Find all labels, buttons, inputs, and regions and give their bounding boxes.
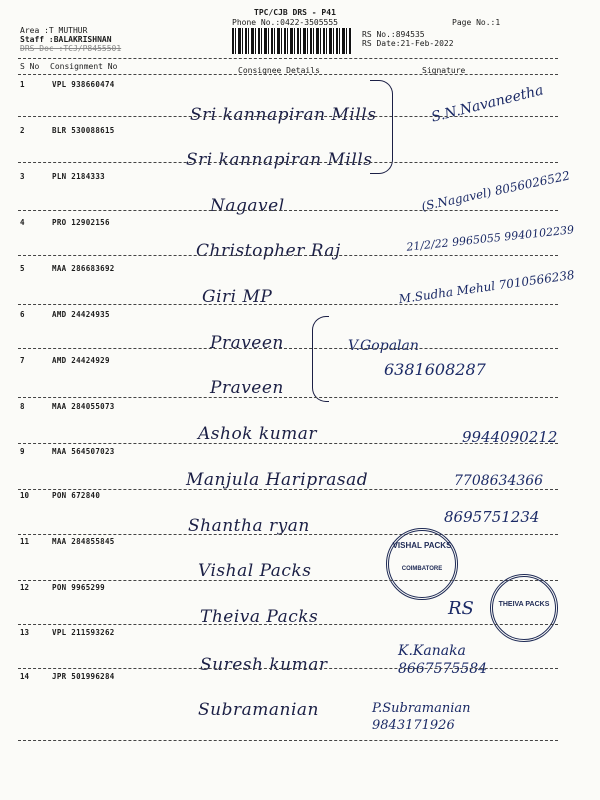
- signature: M.Sudha Mehul 7010566238: [397, 267, 576, 307]
- consignee-name: Vishal Packs: [198, 561, 312, 581]
- row-divider: [18, 443, 558, 444]
- row-number: 12: [20, 583, 30, 592]
- row-divider: [18, 397, 558, 398]
- consignment-number: VPL 211593262: [52, 628, 115, 637]
- drs-doc-number: DRS Doc :TCJ/P8455501: [20, 44, 122, 53]
- consignee-name: Christopher Raj: [196, 241, 341, 261]
- consignment-number: AMD 24424929: [52, 356, 110, 365]
- row-number: 5: [20, 264, 25, 273]
- signature: 6381608287: [384, 360, 486, 379]
- signature: 9944090212: [462, 428, 558, 446]
- consignee-name: Sri kannapiran Mills: [190, 105, 377, 125]
- header-divider: [18, 58, 558, 59]
- consignment-number: MAA 286683692: [52, 264, 115, 273]
- row-divider: [18, 210, 558, 211]
- barcode-image: [232, 28, 352, 54]
- signature: V.Gopalan: [348, 338, 419, 354]
- col-sno: S No: [20, 62, 40, 71]
- consignment-number: AMD 24424935: [52, 310, 110, 319]
- row-divider: [18, 348, 558, 349]
- row-divider: [18, 580, 558, 581]
- consignee-name: Ashok kumar: [198, 424, 318, 444]
- signature: 21/2/22 9965055 9940102239: [405, 223, 575, 254]
- area-label: Area :T MUTHUR: [20, 26, 88, 35]
- consignment-number: MAA 564507023: [52, 447, 115, 456]
- consignee-name: Theiva Packs: [200, 607, 319, 627]
- row-number: 2: [20, 126, 25, 135]
- rs-number: RS No.:894535: [362, 30, 425, 39]
- consignee-name: Shantha ryan: [188, 516, 310, 536]
- row-number: 7: [20, 356, 25, 365]
- consignment-number: JPR 501996284: [52, 672, 115, 681]
- signature: S.N.Navaneetha: [429, 82, 546, 126]
- bracket-mark: [370, 80, 393, 174]
- stamp-text: COIMBATORE: [401, 566, 443, 572]
- staff-label: Staff :BALAKRISHNAN: [20, 35, 112, 44]
- page-number: Page No.:1: [452, 18, 501, 27]
- phone-number: Phone No.:0422-3505555: [232, 18, 338, 27]
- signature: K.Kanaka 8667575584: [398, 643, 488, 677]
- row-number: 9: [20, 447, 25, 456]
- col-signature: Signature: [422, 66, 466, 75]
- row-number: 13: [20, 628, 30, 637]
- consignment-number: PRO 12902156: [52, 218, 110, 227]
- consignee-name: Praveen: [210, 333, 284, 353]
- consignee-name: Subramanian: [198, 700, 319, 720]
- consignee-name: Praveen: [210, 378, 284, 398]
- row-number: 11: [20, 537, 30, 546]
- row-number: 8: [20, 402, 25, 411]
- signature: 7708634366: [454, 473, 544, 489]
- row-number: 1: [20, 80, 25, 89]
- row-number: 3: [20, 172, 25, 181]
- consignee-name: Nagavel: [210, 196, 285, 216]
- doc-title: TPC/CJB DRS - P41: [254, 8, 336, 17]
- consignee-name: Giri MP: [202, 287, 273, 307]
- row-divider: [18, 668, 558, 669]
- consignment-number: PON 672840: [52, 491, 101, 500]
- rs-date: RS Date:21-Feb-2022: [362, 39, 454, 48]
- signature: (S.Nagavel) 8056026522: [420, 168, 572, 214]
- row-divider: [18, 255, 558, 256]
- consignment-number: PLN 2184333: [52, 172, 105, 181]
- row-number: 6: [20, 310, 25, 319]
- col-consignee: Consignee Details: [238, 66, 320, 75]
- consignment-number: PON 9965299: [52, 583, 105, 592]
- row-divider: [18, 740, 558, 741]
- col-consignment: Consignment No: [50, 62, 118, 71]
- row-divider: [18, 624, 558, 625]
- row-divider: [18, 162, 558, 163]
- bracket-mark: [312, 316, 329, 402]
- signature: 8695751234: [444, 508, 540, 526]
- consignment-number: MAA 284855845: [52, 537, 115, 546]
- row-number: 10: [20, 491, 30, 500]
- row-number: 14: [20, 672, 30, 681]
- row-divider: [18, 489, 558, 490]
- row-divider: [18, 116, 558, 117]
- company-stamp: [386, 528, 458, 600]
- company-stamp: [490, 574, 558, 642]
- consignment-number: VPL 938660474: [52, 80, 115, 89]
- stamp-text: THEIVA PACKS: [498, 601, 550, 608]
- consignee-name: Sri kannapiran Mills: [186, 150, 373, 170]
- row-number: 4: [20, 218, 25, 227]
- signature: P.Subramanian 9843171926: [372, 701, 471, 733]
- consignment-number: MAA 284055073: [52, 402, 115, 411]
- consignee-name: Manjula Hariprasad: [186, 470, 369, 490]
- signature: RS: [448, 598, 474, 619]
- stamp-text: VISHAL PACKS: [392, 541, 452, 550]
- row-divider: [18, 304, 558, 305]
- column-divider: [18, 74, 558, 75]
- consignment-number: BLR 530088615: [52, 126, 115, 135]
- row-divider: [18, 534, 558, 535]
- consignee-name: Suresh kumar: [200, 655, 328, 675]
